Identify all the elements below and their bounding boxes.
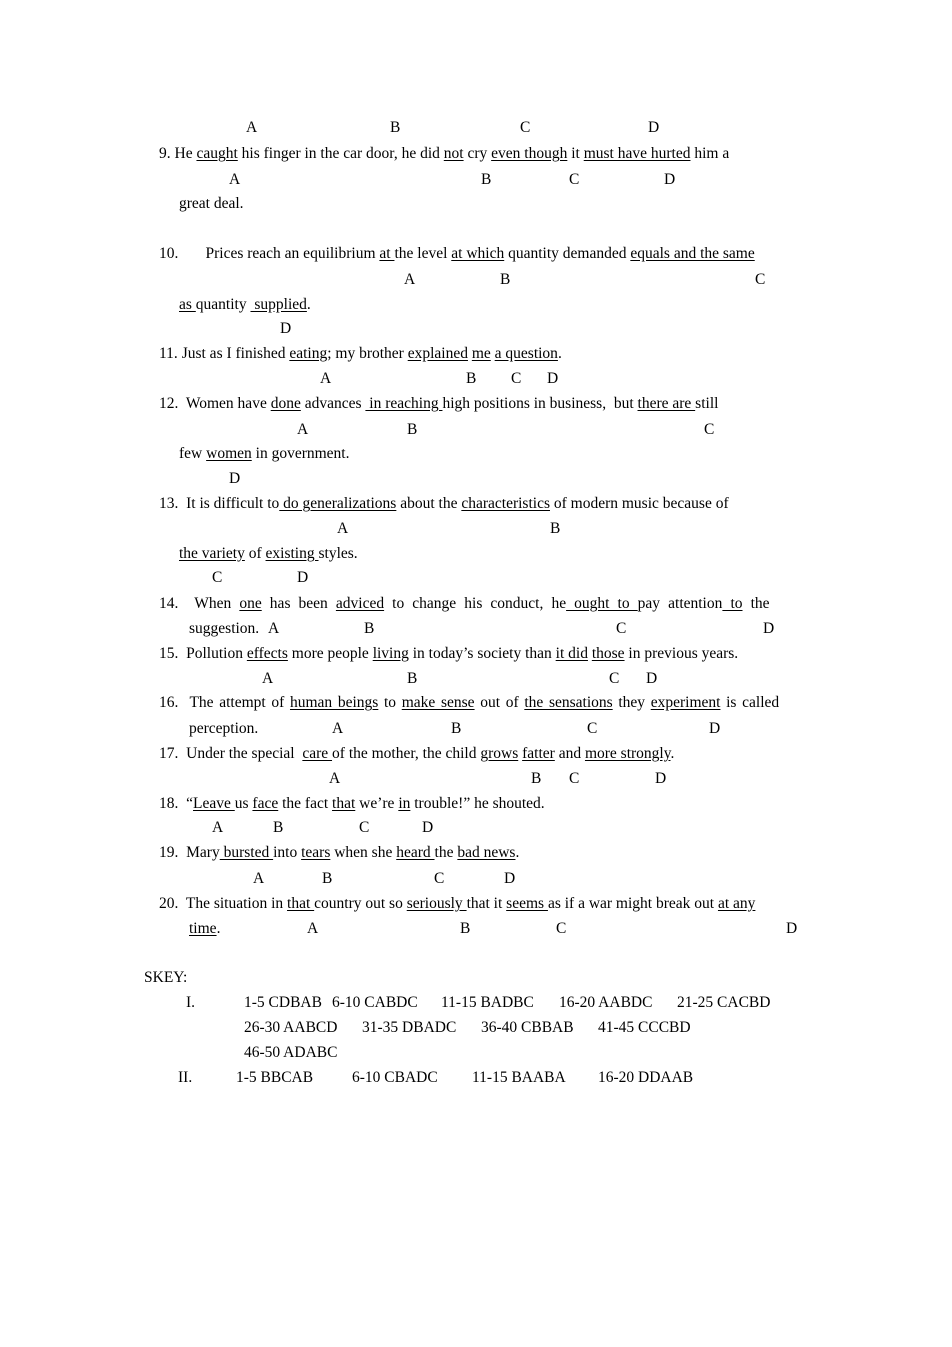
question-11 xyxy=(159,344,562,364)
text: when she xyxy=(330,844,397,861)
answer-letter-b: B xyxy=(390,119,401,136)
question-15 xyxy=(159,644,738,664)
answer-key-section-1-label: I. xyxy=(186,994,196,1011)
answer-letter-c: C xyxy=(755,271,766,288)
question-9 xyxy=(159,144,729,164)
answer-letter-d: D xyxy=(280,320,292,337)
text: When xyxy=(194,595,240,612)
answer-letter-c: C xyxy=(704,421,715,438)
text: more people xyxy=(287,645,373,662)
underlined-option-b: not xyxy=(443,145,464,162)
question-10 xyxy=(159,244,755,264)
text: high positions in business, but xyxy=(442,395,638,412)
answer-key-title: SKEY: xyxy=(144,969,188,986)
answer-letter-d: D xyxy=(646,670,658,687)
text: . xyxy=(557,345,562,362)
answer-letter-d: D xyxy=(655,770,667,787)
question-number: 20. xyxy=(159,895,179,912)
text: the fact xyxy=(278,795,333,812)
answer-letter-d: D xyxy=(297,569,309,586)
underlined-option-d: experiment xyxy=(650,694,721,711)
answer-key-item: 46-50 ADABC xyxy=(244,1044,338,1061)
text: quantity xyxy=(195,296,251,313)
text: the xyxy=(742,595,770,612)
text: cry xyxy=(463,145,492,162)
underlined-option-b: at which xyxy=(451,245,505,262)
answer-letter-d: D xyxy=(547,370,559,387)
text: in government. xyxy=(251,445,350,462)
answer-letter-d: D xyxy=(664,171,676,188)
underlined-option-d: those xyxy=(591,645,625,662)
text: ; my brother xyxy=(327,345,408,362)
answer-letter-c: C xyxy=(569,171,580,188)
answer-letter-a: A xyxy=(229,171,241,188)
question-10-line-2 xyxy=(179,295,311,315)
underlined-option-b: living xyxy=(372,645,409,662)
question-number: 10. xyxy=(159,245,179,262)
text: trouble!” he shouted. xyxy=(410,795,545,812)
question-16 xyxy=(159,693,779,713)
answer-letter-c: C xyxy=(556,920,567,937)
answer-key-item: 41-45 CCCBD xyxy=(598,1019,691,1036)
text: . xyxy=(306,296,311,313)
answer-letter-d: D xyxy=(422,819,434,836)
text: the xyxy=(434,844,458,861)
text: He xyxy=(174,145,197,162)
answer-letter-c: C xyxy=(359,819,370,836)
question-16-line-2: perception. xyxy=(189,720,259,737)
answer-letter-d: D xyxy=(504,870,516,887)
answer-key-item: 11-15 BAABA xyxy=(472,1069,566,1086)
underlined-option-c: seems xyxy=(506,895,548,912)
underlined-option-d: in xyxy=(398,795,411,812)
underlined-option-c: ought to xyxy=(566,595,638,612)
answer-letter-b: B xyxy=(531,770,542,787)
question-number: 17. xyxy=(159,745,179,762)
question-number: 15. xyxy=(159,645,179,662)
text: we’re xyxy=(355,795,399,812)
underlined-text: time xyxy=(189,920,217,937)
answer-key-item: 1-5 BBCAB xyxy=(236,1069,314,1086)
answer-letter-b: B xyxy=(407,670,418,687)
underlined-option-b: in reaching xyxy=(365,395,443,412)
answer-letter-a: A xyxy=(297,421,309,438)
text: his finger in the car door, he did xyxy=(237,145,444,162)
answer-letter-c: C xyxy=(569,770,580,787)
text: still xyxy=(695,395,719,412)
text: and xyxy=(554,745,585,762)
underlined-option-a: that xyxy=(287,895,315,912)
question-17 xyxy=(159,744,674,764)
underlined-option-a: caught xyxy=(196,145,238,162)
text: “ xyxy=(186,795,194,812)
underlined-option-d: at any xyxy=(717,895,756,912)
text: . xyxy=(670,745,675,762)
question-number: 19. xyxy=(159,844,179,861)
answer-letter-a: A xyxy=(320,370,332,387)
question-14-line-2: suggestion. xyxy=(189,620,260,637)
text: country out so xyxy=(314,895,407,912)
text: of the mother, the child xyxy=(332,745,481,762)
question-19 xyxy=(159,843,519,863)
text: about the xyxy=(396,495,462,512)
underlined-option-d: must have hurted xyxy=(583,145,691,162)
answer-key-item: 1-5 CDBAB xyxy=(244,994,322,1011)
underlined-option-b: explained xyxy=(407,345,468,362)
underlined-option-c: it did xyxy=(555,645,588,662)
text: of modern music because of xyxy=(549,495,729,512)
underlined-option-d: women xyxy=(206,445,252,462)
text: the level xyxy=(394,245,452,262)
answer-letter-c: C xyxy=(511,370,522,387)
underlined-option-a: Leave xyxy=(193,795,235,812)
answer-letter-a: A xyxy=(262,670,274,687)
underlined-option-d: supplied xyxy=(250,296,307,313)
text: that it xyxy=(466,895,507,912)
answer-key-item: 6-10 CABDC xyxy=(332,994,418,1011)
text: Just as I finished xyxy=(181,345,290,362)
underlined-option-a: one xyxy=(239,595,262,612)
answer-letter-b: B xyxy=(460,920,471,937)
question-20-line-2 xyxy=(189,919,220,939)
answer-letter-c: C xyxy=(587,720,598,737)
underlined-text: as xyxy=(179,296,196,313)
text: him a xyxy=(690,145,730,162)
answer-letter-c: C xyxy=(616,620,627,637)
text: to xyxy=(378,694,402,711)
text: quantity demanded xyxy=(504,245,631,262)
question-14 xyxy=(159,594,770,614)
question-number: 16. xyxy=(159,694,179,711)
text: in previous years. xyxy=(624,645,739,662)
answer-letter-a: A xyxy=(246,119,258,136)
answer-letter-b: B xyxy=(466,370,477,387)
question-13-line-2 xyxy=(179,544,358,564)
underlined-option-b: make sense xyxy=(401,694,475,711)
answer-letter-b: B xyxy=(407,421,418,438)
question-20 xyxy=(159,894,755,914)
text: styles. xyxy=(318,545,358,562)
answer-letter-c: C xyxy=(609,670,620,687)
question-13 xyxy=(159,494,729,514)
question-number: 9. xyxy=(159,145,171,162)
underlined-option-c: the variety xyxy=(179,545,245,562)
answer-key-item: 21-25 CACBD xyxy=(677,994,771,1011)
text: us xyxy=(234,795,253,812)
answer-letter-d: D xyxy=(709,720,721,737)
question-12 xyxy=(159,394,718,414)
underlined-option-c: heard xyxy=(396,844,435,861)
answer-letter-a: A xyxy=(404,271,416,288)
underlined-option-d: existing xyxy=(265,545,319,562)
answer-letter-b: B xyxy=(500,271,511,288)
text: they xyxy=(612,694,651,711)
answer-letter-b: B xyxy=(481,171,492,188)
underlined-option-a: do generalizations xyxy=(279,495,397,512)
question-number: 11. xyxy=(159,345,178,362)
underlined-option-a: effects xyxy=(246,645,288,662)
answer-letter-a: A xyxy=(268,620,280,637)
answer-letter-b: B xyxy=(451,720,462,737)
answer-key-item: 26-30 AABCD xyxy=(244,1019,338,1036)
question-number: 13. xyxy=(159,495,179,512)
underlined-option-a: eating xyxy=(289,345,328,362)
answer-letter-a: A xyxy=(253,870,265,887)
answer-key-item: 6-10 CBADC xyxy=(352,1069,438,1086)
text: Under the special xyxy=(186,745,303,762)
underlined-option-a: human beings xyxy=(289,694,379,711)
underlined-option-b: grows xyxy=(480,745,519,762)
answer-key-item: 31-35 DBADC xyxy=(362,1019,457,1036)
answer-letter-d: D xyxy=(763,620,775,637)
text: . xyxy=(515,844,520,861)
answer-letter-d: D xyxy=(648,119,660,136)
answer-letter-c: C xyxy=(212,569,223,586)
underlined-option-c: me xyxy=(471,345,491,362)
answer-letter-a: A xyxy=(329,770,341,787)
answer-letter-b: B xyxy=(273,819,284,836)
answer-key-item: 16-20 DDAAB xyxy=(598,1069,694,1086)
text: Women have xyxy=(185,395,271,412)
underlined-option-d: to xyxy=(722,595,743,612)
text: The attempt of xyxy=(189,694,290,711)
answer-letter-b: B xyxy=(364,620,375,637)
answer-letter-d: D xyxy=(786,920,798,937)
answer-key-item: 16-20 AABDC xyxy=(559,994,653,1011)
text: is called xyxy=(720,694,780,711)
text: The situation in xyxy=(185,895,288,912)
text: Prices reach an equilibrium xyxy=(205,245,380,262)
question-9-line-2: great deal. xyxy=(179,195,244,212)
text: as if a war might break out xyxy=(547,895,718,912)
underlined-option-d: a question xyxy=(494,345,558,362)
answer-letter-a: A xyxy=(332,720,344,737)
answer-key-item: 36-40 CBBAB xyxy=(481,1019,574,1036)
underlined-option-a: care xyxy=(302,745,333,762)
question-number: 18. xyxy=(159,795,179,812)
answer-letter-a: A xyxy=(337,520,349,537)
underlined-option-c: the sensations xyxy=(524,694,613,711)
answer-letter-a: A xyxy=(212,819,224,836)
answer-key-item: 11-15 BADBC xyxy=(441,994,534,1011)
text: into xyxy=(273,844,302,861)
underlined-option-b: tears xyxy=(301,844,331,861)
question-12-line-2 xyxy=(179,444,349,464)
question-18 xyxy=(159,794,545,814)
underlined-option-b: seriously xyxy=(406,895,467,912)
text: Pollution xyxy=(186,645,247,662)
answer-letter-d: D xyxy=(229,470,241,487)
text: in today’s society than xyxy=(408,645,556,662)
answer-key-section-2-label: II. xyxy=(178,1069,193,1086)
underlined-option-d: bad news xyxy=(457,844,516,861)
question-number: 14. xyxy=(159,595,179,612)
text: has been xyxy=(261,595,336,612)
underlined-option-a: done xyxy=(270,395,301,412)
underlined-option-d: more strongly xyxy=(584,745,671,762)
answer-letter-c: C xyxy=(520,119,531,136)
text: out of xyxy=(474,694,525,711)
text: It is difficult to xyxy=(186,495,280,512)
underlined-option-c: fatter xyxy=(522,745,555,762)
text: few xyxy=(179,445,207,462)
answer-letter-c: C xyxy=(434,870,445,887)
text: of xyxy=(244,545,266,562)
text: to change his conduct, he xyxy=(384,595,567,612)
text: it xyxy=(567,145,584,162)
underlined-option-a: bursted xyxy=(219,844,274,861)
text: Mary xyxy=(186,844,220,861)
underlined-option-c: that xyxy=(332,795,356,812)
answer-letter-b: B xyxy=(550,520,561,537)
underlined-option-b: face xyxy=(252,795,279,812)
underlined-option-b: adviced xyxy=(335,595,385,612)
underlined-option-c: there are xyxy=(637,395,696,412)
text: advances xyxy=(300,395,366,412)
underlined-option-c: equals and the same xyxy=(630,245,755,262)
underlined-option-c: even though xyxy=(491,145,568,162)
underlined-option-a: at xyxy=(379,245,395,262)
text: . xyxy=(216,920,221,937)
underlined-option-b: characteristics xyxy=(461,495,550,512)
answer-letter-b: B xyxy=(322,870,333,887)
text: pay attention xyxy=(637,595,723,612)
answer-letter-a: A xyxy=(307,920,319,937)
question-number: 12. xyxy=(159,395,179,412)
